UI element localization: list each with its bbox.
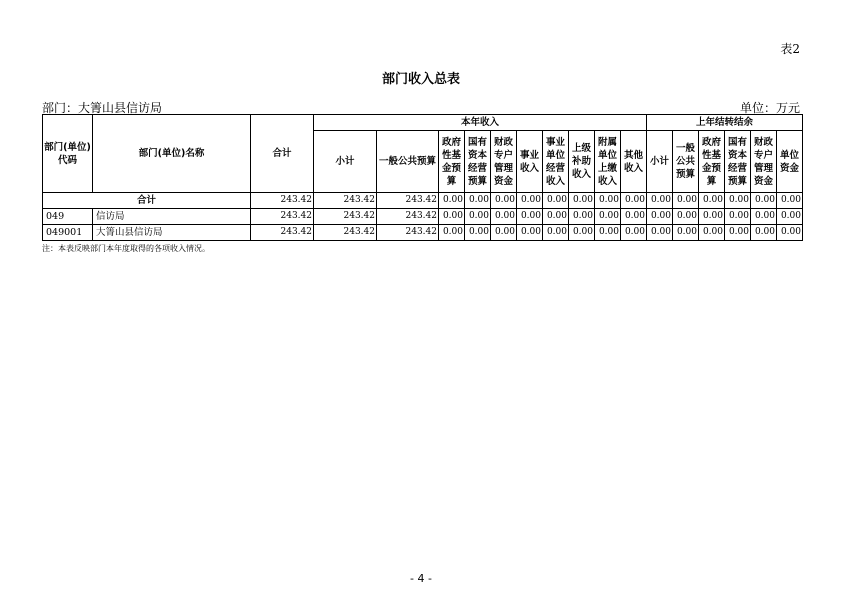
col-header-current: 小计	[314, 131, 377, 193]
row-total: 243.42	[251, 193, 314, 209]
col-header-current: 其他收入	[621, 131, 647, 193]
cell: 0.00	[673, 225, 699, 241]
row-total: 243.42	[251, 225, 314, 241]
page-number: - 4 -	[410, 572, 432, 585]
cell: 243.42	[377, 225, 439, 241]
row-name: 信访局	[93, 209, 251, 225]
cell: 0.00	[725, 209, 751, 225]
col-header-name: 部门(单位)名称	[93, 115, 251, 193]
cell: 0.00	[777, 193, 803, 209]
cell: 0.00	[621, 209, 647, 225]
cell: 0.00	[517, 225, 543, 241]
col-group-current-year: 本年收入	[314, 115, 647, 131]
cell: 0.00	[725, 193, 751, 209]
cell: 0.00	[725, 225, 751, 241]
cell: 0.00	[621, 225, 647, 241]
unit-label: 单位：万元	[739, 101, 800, 115]
col-header-current: 财政专户管理资金	[491, 131, 517, 193]
col-header-current: 国有资本经营预算	[465, 131, 491, 193]
col-header-prior: 单位资金	[777, 131, 803, 193]
page-title: 部门收入总表	[381, 72, 460, 87]
col-header-prior: 政府性基金预算	[699, 131, 725, 193]
cell: 0.00	[465, 193, 491, 209]
row-total: 243.42	[251, 209, 314, 225]
cell: 0.00	[595, 209, 621, 225]
table-row	[43, 209, 803, 225]
cell: 0.00	[439, 209, 465, 225]
cell: 0.00	[647, 209, 673, 225]
cell: 243.42	[377, 193, 439, 209]
cell: 0.00	[751, 225, 777, 241]
cell: 0.00	[777, 225, 803, 241]
cell: 0.00	[647, 225, 673, 241]
row-code: 049001	[43, 225, 93, 241]
table-number: 表2	[780, 42, 800, 56]
cell: 0.00	[491, 193, 517, 209]
cell: 243.42	[314, 209, 377, 225]
col-header-prior: 小计	[647, 131, 673, 193]
row-name: 合计	[43, 193, 251, 209]
cell: 0.00	[673, 209, 699, 225]
cell: 0.00	[439, 225, 465, 241]
cell: 0.00	[569, 225, 595, 241]
col-header-prior: 一般公共预算	[673, 131, 699, 193]
cell: 0.00	[699, 225, 725, 241]
cell: 0.00	[699, 193, 725, 209]
cell: 243.42	[314, 225, 377, 241]
cell: 0.00	[621, 193, 647, 209]
cell: 0.00	[647, 193, 673, 209]
cell: 0.00	[543, 193, 569, 209]
cell: 243.42	[314, 193, 377, 209]
col-header-code: 部门(单位)代码	[43, 115, 93, 193]
cell: 0.00	[751, 209, 777, 225]
cell: 0.00	[569, 193, 595, 209]
cell: 0.00	[517, 209, 543, 225]
col-header-current: 一般公共预算	[377, 131, 439, 193]
cell: 0.00	[517, 193, 543, 209]
cell: 0.00	[543, 225, 569, 241]
col-group-prior-year: 上年结转结余	[647, 115, 803, 131]
col-header-total: 合计	[251, 115, 314, 193]
col-header-prior: 国有资本经营预算	[725, 131, 751, 193]
cell: 243.42	[377, 209, 439, 225]
cell: 0.00	[777, 209, 803, 225]
col-header-prior: 财政专户管理资金	[751, 131, 777, 193]
cell: 0.00	[595, 225, 621, 241]
col-header-current: 事业收入	[517, 131, 543, 193]
table-row	[43, 225, 803, 241]
income-summary-table	[42, 114, 803, 241]
cell: 0.00	[751, 193, 777, 209]
cell: 0.00	[439, 193, 465, 209]
cell: 0.00	[491, 209, 517, 225]
cell: 0.00	[569, 209, 595, 225]
table-note: 注：本表反映部门本年度取得的各项收入情况。	[42, 244, 210, 253]
col-header-current: 事业单位经营收入	[543, 131, 569, 193]
cell: 0.00	[465, 209, 491, 225]
cell: 0.00	[673, 193, 699, 209]
col-header-current: 政府性基金预算	[439, 131, 465, 193]
department-label: 部门：大箐山县信访局	[42, 101, 163, 115]
row-name: 大箐山县信访局	[93, 225, 251, 241]
cell: 0.00	[465, 225, 491, 241]
cell: 0.00	[491, 225, 517, 241]
table-row-total	[43, 193, 803, 209]
col-header-current: 附属单位上缴收入	[595, 131, 621, 193]
cell: 0.00	[595, 193, 621, 209]
row-code: 049	[43, 209, 93, 225]
col-header-current: 上级补助收入	[569, 131, 595, 193]
cell: 0.00	[543, 209, 569, 225]
cell: 0.00	[699, 209, 725, 225]
